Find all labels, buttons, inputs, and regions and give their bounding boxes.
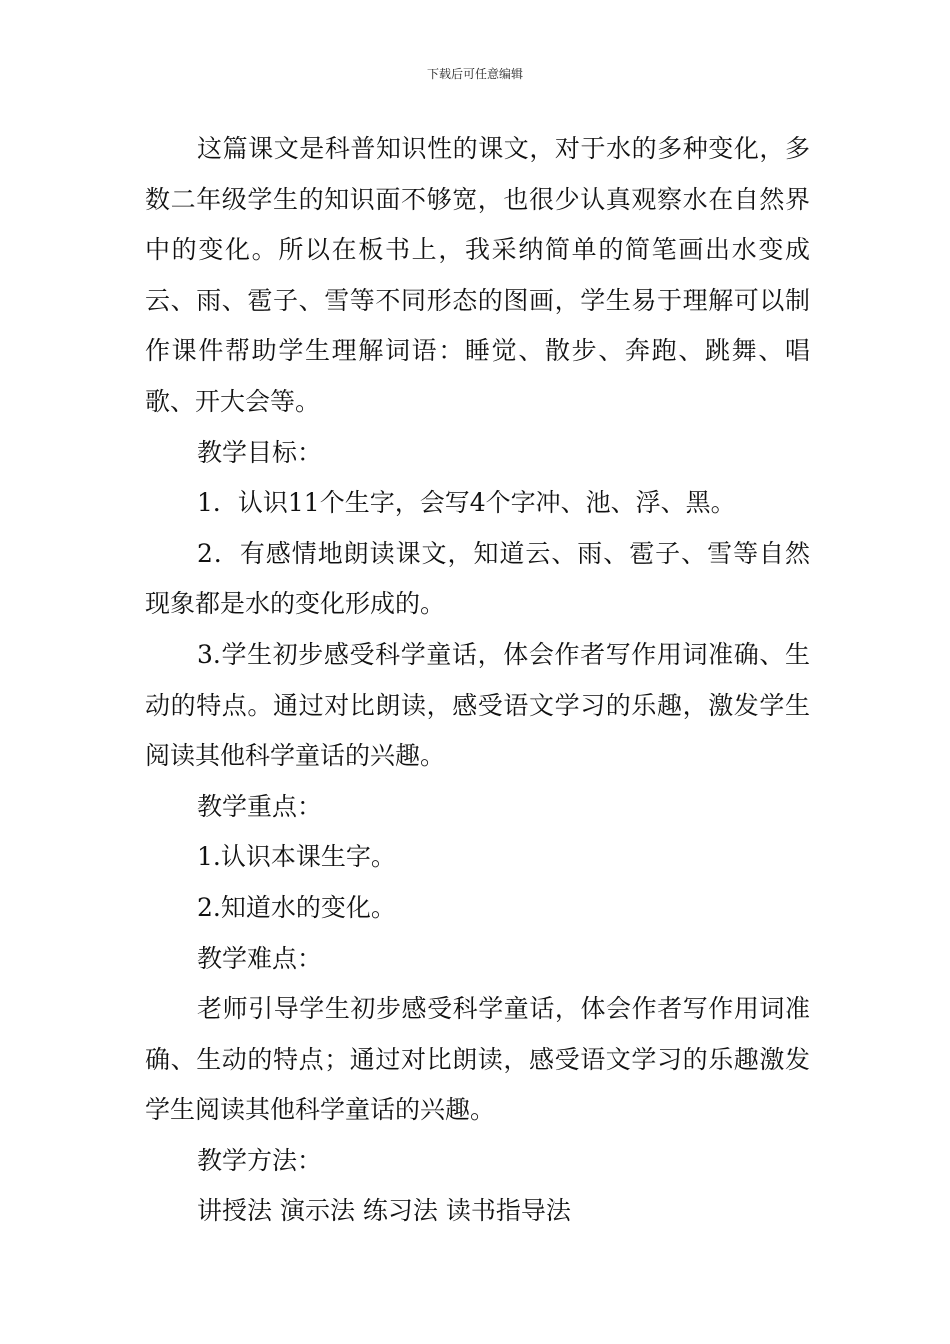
goal-item-1: 1．认识11个生字，会写4个字冲、池、浮、黑。 [197,488,736,518]
key-point-2: 2.知道水的变化。 [197,892,396,922]
goal-item-2: 2．有感情地朗读课文，知道云、雨、雹子、雪等自然现象都是水的变化形成的。 [145,538,810,619]
key-points-heading: 教学重点： [197,791,323,821]
intro-paragraph: 这篇课文是科普知识性的课文，对于水的多种变化，多数二年级学生的知识面不够宽，也很少认真观察水在自然界中的变化。所以在板书上，我采纳简单的简笔画出水变成云、雨、雹子、雪等不同形态的图画，学生易于理解可以制作课件帮助学生理解词语：睡觉、散步、奔跑、跳舞、唱歌、开大会等。 [145,134,810,416]
difficulty-paragraph: 老师引导学生初步感受科学童话，体会作者写作用词准确、生动的特点；通过对比朗读，感受语文学习的乐趣激发学生阅读其他科学童话的兴趣。 [145,994,810,1125]
page-header-note: 下载后可任意编辑 [426,67,523,81]
difficulty-heading: 教学难点： [197,943,323,973]
document-body [145,124,810,1237]
methods-heading: 教学方法： [197,1145,323,1175]
goals-heading: 教学目标： [197,437,323,467]
goal-item-3: 3.学生初步感受科学童话，体会作者写作用词准确、生动的特点。通过对比朗读，感受语文学习的乐趣，激发学生阅读其他科学童话的兴趣。 [145,639,810,771]
key-point-1: 1.认识本课生字。 [197,842,396,872]
methods-list: 讲授法 演示法 练习法 读书指导法 [197,1196,571,1226]
